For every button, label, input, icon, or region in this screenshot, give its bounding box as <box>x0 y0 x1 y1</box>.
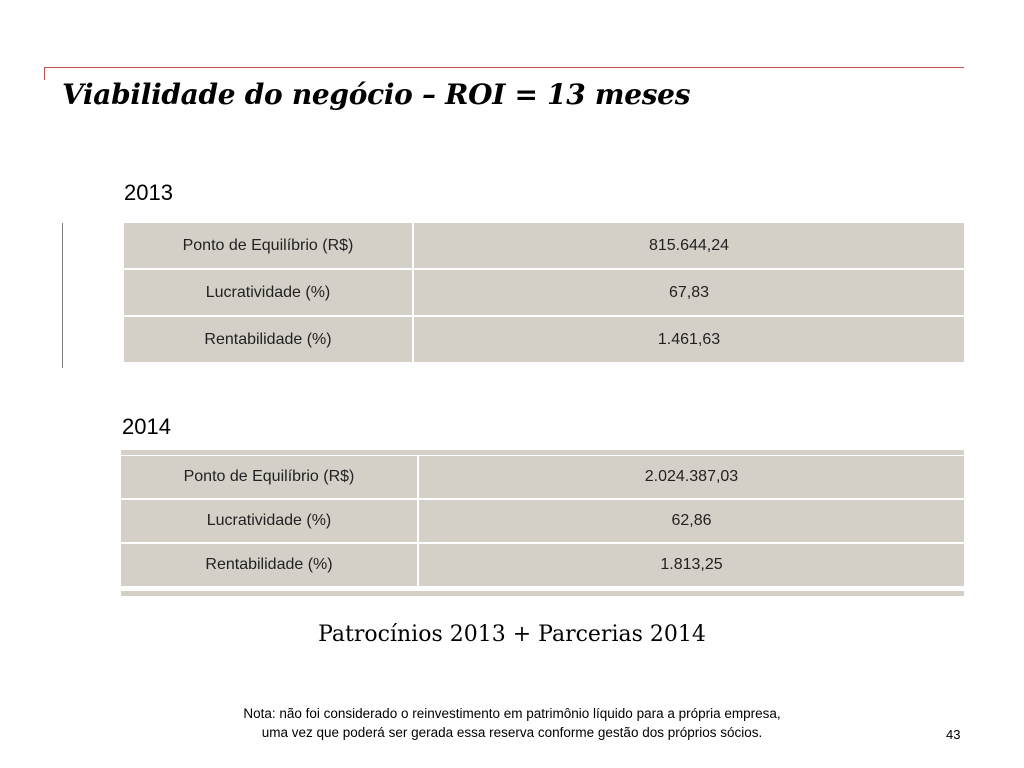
table-cell-value: 2.024.387,03 <box>418 456 964 499</box>
top-rule <box>44 67 964 68</box>
table-row <box>124 316 964 362</box>
slide-subtitle: Patrocínios 2013 + Parcerias 2014 <box>318 622 706 647</box>
table-row <box>124 269 964 316</box>
table-cell-value: 67,83 <box>413 269 964 316</box>
corner-mark <box>44 67 45 80</box>
year-label-2013: 2013 <box>124 180 173 205</box>
table-row <box>124 223 964 269</box>
footnote <box>150 704 874 742</box>
table-cell-label: Ponto de Equilíbrio (R$) <box>124 223 413 269</box>
table-cell-value: 1.461,63 <box>413 316 964 362</box>
table-cell-label: Ponto de Equilíbrio (R$) <box>121 456 418 499</box>
page-number: 43 <box>946 727 961 742</box>
year-label-2014: 2014 <box>122 414 171 439</box>
kpi-table-2013 <box>124 223 964 362</box>
table-row <box>121 456 964 499</box>
slide-title: Viabilidade do negócio – ROI = 13 meses <box>62 78 691 111</box>
table-cell-label: Lucratividade (%) <box>121 499 418 543</box>
table-edge-bottom <box>121 590 964 596</box>
table-cell-value: 815.644,24 <box>413 223 964 269</box>
table-cell-value: 62,86 <box>418 499 964 543</box>
table-row <box>121 499 964 543</box>
footnote-line: uma vez que poderá ser gerada essa reserva conforme gestão dos próprios sócios. <box>261 725 763 740</box>
footnote-line: Nota: não foi considerado o reinvestimento em patrimônio líquido para a própria empresa, <box>243 706 781 721</box>
kpi-table-2014 <box>121 456 964 586</box>
table-cell-label: Rentabilidade (%) <box>124 316 413 362</box>
table-cell-label: Rentabilidade (%) <box>121 543 418 586</box>
table-cell-value: 1.813,25 <box>418 543 964 586</box>
table-cell-label: Lucratividade (%) <box>124 269 413 316</box>
side-divider <box>62 223 63 368</box>
table-row <box>121 543 964 586</box>
